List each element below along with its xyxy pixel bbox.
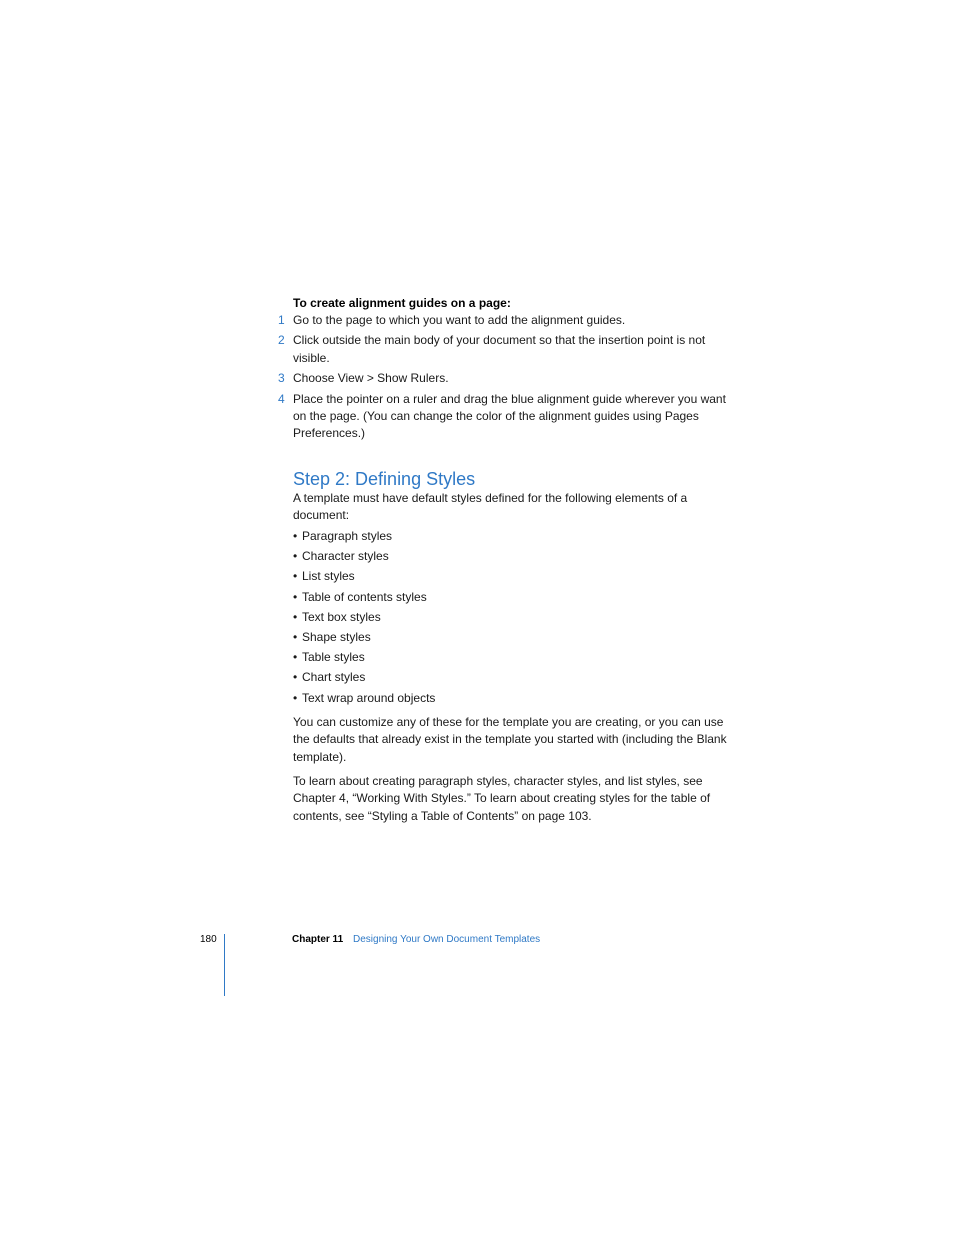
- step-number: 3: [278, 371, 285, 386]
- list-item-label: Text wrap around objects: [302, 690, 436, 705]
- customize-paragraph: You can customize any of these for the template you are creating, or you can use the defaults that already exist in the template you started with (including the Blank template).: [293, 715, 727, 764]
- bullet-icon: •: [293, 629, 298, 644]
- step-item: [270, 391, 732, 443]
- page-number: 180: [200, 934, 217, 945]
- list-item-label: List styles: [302, 569, 355, 584]
- procedure-steps: [270, 312, 732, 446]
- step-number: 2: [278, 333, 285, 348]
- list-item-label: Shape styles: [302, 629, 371, 644]
- list-item-label: Text box styles: [302, 609, 381, 624]
- list-item: [293, 609, 435, 629]
- style-element-list: [293, 528, 435, 710]
- section-intro: A template must have default styles defined for the following elements of a document:: [293, 491, 688, 523]
- step-text: Choose View > Show Rulers.: [293, 371, 449, 386]
- bullet-icon: •: [293, 670, 298, 685]
- list-item: [293, 548, 435, 568]
- list-item: [293, 629, 435, 649]
- bullet-icon: •: [293, 529, 298, 543]
- list-item-label: Paragraph styles: [302, 529, 393, 543]
- procedure-heading: To create alignment guides on a page:: [293, 296, 511, 310]
- bullet-icon: •: [293, 589, 298, 604]
- bullet-icon: •: [293, 569, 298, 584]
- list-item-label: Character styles: [302, 549, 389, 564]
- step-number: 4: [278, 391, 285, 406]
- list-item: [293, 528, 435, 548]
- step-number: 1: [278, 313, 285, 327]
- list-item: [293, 690, 435, 710]
- list-item-label: Chart styles: [302, 670, 366, 685]
- bullet-icon: •: [293, 690, 298, 705]
- bullet-icon: •: [293, 609, 298, 624]
- bullet-icon: •: [293, 549, 298, 564]
- section-title: Step 2: Defining Styles: [293, 469, 476, 489]
- step-text: Place the pointer on a ruler and drag the blue alignment guide wherever you want on the page. (You can change the color of the alignment guides using Pages Preferences.): [293, 391, 726, 441]
- step-item: [270, 312, 732, 329]
- step-text: Click outside the main body of your document so that the insertion point is not visible.: [293, 333, 706, 365]
- list-item-label: Table styles: [302, 650, 365, 665]
- list-item: [293, 649, 435, 669]
- step-item: [270, 332, 732, 367]
- footer-chapter-label: Chapter 11: [292, 934, 344, 945]
- bullet-icon: •: [293, 650, 298, 665]
- list-item: [293, 568, 435, 588]
- footer-divider: [224, 934, 225, 996]
- learn-more-paragraph: To learn about creating paragraph styles, character styles, and list styles, see Chapter 4, “Working With Styles.” To learn about creating styles for the table of contents, see “Styling a Table of Contents” on page 103.: [293, 774, 711, 823]
- list-item-label: Table of contents styles: [302, 589, 427, 604]
- step-text: Go to the page to which you want to add the alignment guides.: [293, 313, 626, 327]
- footer-chapter-title: Designing Your Own Document Templates: [353, 934, 541, 945]
- step-item: [270, 370, 732, 387]
- list-item: [293, 589, 435, 609]
- list-item: [293, 669, 435, 689]
